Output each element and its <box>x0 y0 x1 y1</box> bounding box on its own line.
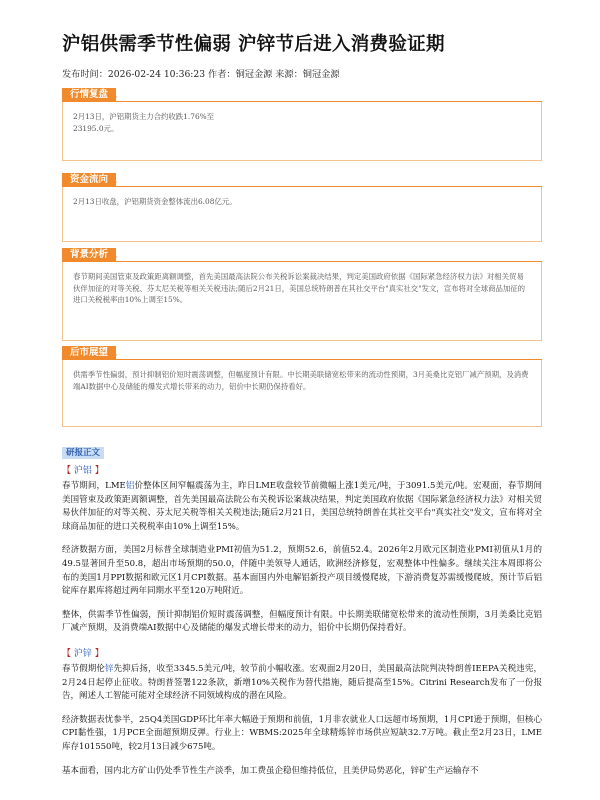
bracket-close: 】 <box>94 648 104 659</box>
section-tag: 行情复盘 <box>62 88 116 102</box>
tag-arrow-icon <box>112 93 117 101</box>
metal-link-al[interactable]: 铝 <box>125 481 135 491</box>
section-header <box>62 88 542 102</box>
section-text: 2月13日，沪铝期货主力合约收跌1.76%至23195.0元。 <box>73 112 215 133</box>
zinc-paragraph-2: 经济数据表忧参半，25Q4美国GDP环比年率大幅逊于预期和前值，1月非农就业人口远超市场预期，1月CPI逊于预期，但核心CPI黏性强，1月PCE全面超预期反弹。行业上：WBMS:2025年全球精炼锌市场供应短缺32.7万吨。截止至2月23日，LME库存101550吨，较2月13日减少675吨。 <box>62 714 542 752</box>
para-text: 春节期间，LME <box>62 481 126 491</box>
section-tag: 背景分析 <box>62 248 116 262</box>
section-outlook <box>62 346 542 427</box>
aluminum-paragraph-2: 经济数据方面，美国2月标普全球制造业PMI初值为51.2，预期52.6，前值52.4。2026年2月欧元区制造业PMI初值从1月的49.5显著回升至50.8，超出市场预期的50.0，伴随中美领导人通话，欧洲经济修复，宏观整体中性偏多。继续关注本周即将公布的美国1月PPI数据和欧元区1月CPI数据。基本面国内外电解铝新投产项目缓慢爬坡，下游消费复苏需缓慢爬坡，预计节后铝锭库存累库将超过两年同期水平至120万吨附近。 <box>62 545 542 597</box>
section-text: 春节期间美国管束及政策距离额调整，首先美国最高法院公布关税诉讼案裁决结果，判定美国政府依据《国际紧急经济权力法》对相关贸易伙伴加征的对等关税、芬太尼关税等相关关税违法;随后2月21日，美国总统特朗普在其社交平台"真实社交"发文，宣布将对全球商品加征的进口关税税率由10%上调至15%。 <box>73 272 526 304</box>
section-divider <box>62 101 542 102</box>
para-text: 春节假期伦 <box>62 663 105 674</box>
section-divider <box>62 261 542 262</box>
section-text: 2月13日收盘，沪铝期货资金整体流出6.08亿元。 <box>73 197 237 206</box>
section-body <box>62 187 542 242</box>
aluminum-paragraph-3: 整体，供需季节性偏弱，预计抑制铝价短时震荡调整，但幅度预计有限。中长期美联储宽松带来的流动性预期，3月美桑比克铝厂减产预期，及消费端AI数据中心及储能的爆发式增长带来的动力，铝价中长期仍保持看好。 <box>62 609 542 634</box>
tag-arrow-icon <box>112 178 117 186</box>
bracket-close: 】 <box>94 466 104 476</box>
section-body <box>62 360 542 427</box>
section-background <box>62 248 542 341</box>
bracket-open: 【 <box>62 648 72 659</box>
metal-link-zn[interactable]: 锌 <box>104 663 114 674</box>
section-market-review <box>62 88 542 161</box>
section-divider <box>62 359 542 360</box>
zinc-paragraph-3: 基本面看，国内北方矿山仍处季节性生产淡季，加工费虽企稳但维持低位，且美伊局势恶化，锌矿生产运输存不 <box>62 765 479 776</box>
tag-arrow-icon <box>112 253 117 261</box>
section-divider <box>62 186 542 187</box>
para-text: 价整体区间窄幅震荡为主，昨日LME收盘较节前微幅上涨1美元/吨，于3091.5美元/吨。宏观面，春节期间美国管束及政策距离额调整，首先美国最高法院公布关税诉讼案裁决结果，判定美国政府依据《国际紧急经济权力法》对相关贸易伙伴加征的对等关税、芬太尼关税等相关关税违法;随后2月21日，美国总统特朗普在其社交平台"真实社交"发文，宣布将对全球商品加征的进口关税税率由10%上调至15%。 <box>62 481 542 532</box>
para-text: 先抑后扬，收至3345.5美元/吨，较节前小幅收涨。宏观面2月20日，美国最高法院判决特朗普IEEPA关税违宪，2月24日起停止征收。特朗普签署122条款，新增10%关税作为替代措施，随后提高至15%。Citrini Research发布了一份报告，阐述人工智能可能对全球经济不同领域构成的潜在风险。 <box>62 663 542 702</box>
section-tag: 资金流向 <box>62 173 116 187</box>
section-tag: 后市展望 <box>62 346 116 360</box>
research-tag: 研报正文 <box>62 447 104 459</box>
section-text: 供需季节性偏弱，预计抑制铝价短时震荡调整，但幅度预计有限。中长期美联储宽松带来的流动性预期，3月美桑比克铝厂减产预期，及消费端AI数据中心及储能的爆发式增长带来的动力，铝价中长期仍保持看好。 <box>73 370 529 391</box>
section-body <box>62 102 542 161</box>
article-title: 沪铝供需季节性偏弱 沪锌节后进入消费验证期 <box>62 34 445 55</box>
aluminum-paragraph-1 <box>62 480 542 534</box>
section-header <box>62 173 542 187</box>
section-header <box>62 346 542 360</box>
metal-link-aluminum[interactable]: 沪铝 <box>73 466 92 476</box>
research-body <box>62 440 542 788</box>
metal-heading-aluminum <box>62 463 542 476</box>
section-header <box>62 248 542 262</box>
article-meta: 发布时间：2026-02-24 10:36:23 作者：铜冠金源 来源：铜冠金源 <box>62 69 340 80</box>
tag-arrow-icon <box>112 351 117 359</box>
metal-heading-zinc <box>62 646 542 659</box>
zinc-paragraph-1 <box>62 663 542 704</box>
bracket-open: 【 <box>62 466 72 476</box>
section-capital-flow <box>62 173 542 242</box>
metal-link-zinc[interactable]: 沪锌 <box>73 648 92 659</box>
section-body <box>62 262 542 341</box>
